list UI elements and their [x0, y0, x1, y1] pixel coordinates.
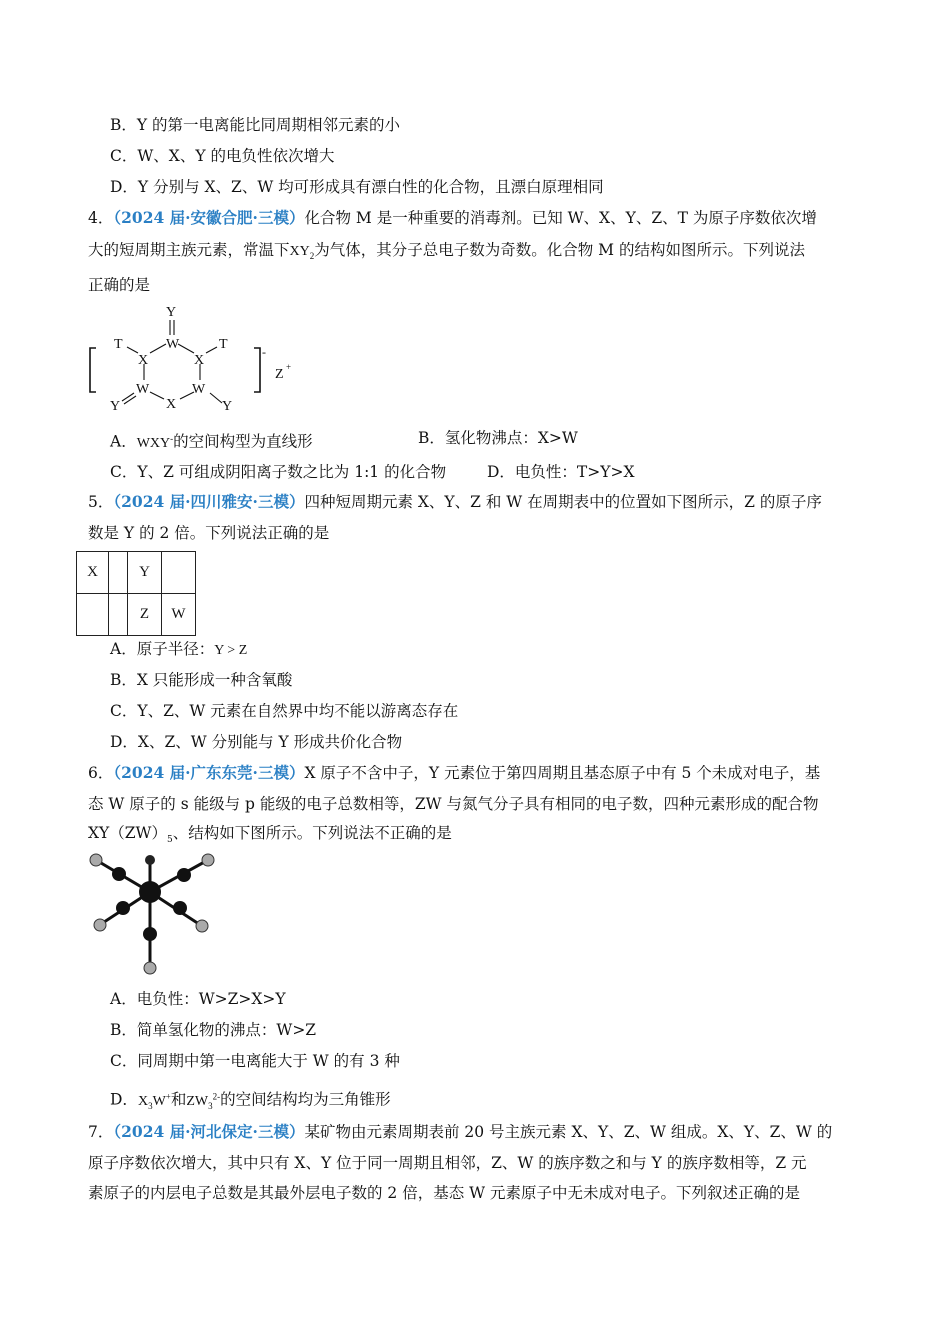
atom-x-left: X — [138, 353, 149, 368]
anion-charge: - — [262, 345, 266, 359]
q4-formula-xy2-base: XY — [289, 244, 310, 259]
q6-formula-zw3-sup: 2- — [212, 1091, 221, 1101]
q6-formula-complex: XY（ZW） — [88, 824, 167, 842]
atom-x-right: X — [194, 353, 205, 368]
table-cell — [162, 552, 196, 594]
q5-source: （2024 届·四川雅安·三模） — [113, 492, 305, 511]
q5-option-a — [110, 639, 247, 661]
ligand-atom — [94, 919, 106, 931]
ligand-atom — [196, 920, 208, 932]
q3-option-c: C．W、X、Y 的电负性依次增大 — [110, 147, 335, 165]
q6-formula-x3w-sub: 3 — [148, 1100, 153, 1111]
q5-periodic-table — [76, 551, 196, 636]
q4-stem-line3: 正确的是 — [88, 276, 151, 294]
q6-formula-zw3-sub: 3 — [208, 1100, 213, 1111]
q5-option-d: D．X、Z、W 分别能与 Y 形成共价化合物 — [110, 733, 403, 751]
table-row — [77, 594, 196, 636]
q5-option-c: C．Y、Z、W 元素在自然界中均不能以游离态存在 — [110, 702, 459, 720]
q4-stem-text2a: 大的短周期主族元素，常温下 — [88, 241, 290, 259]
q5-option-a-label: A．原子半径： — [110, 640, 215, 658]
q6-formula-complex-sub: 5 — [166, 835, 173, 846]
q6-stem-text3: 、结构如下图所示。下列说法不正确的是 — [172, 824, 452, 842]
q6-stem-line3 — [88, 823, 452, 850]
q5-stem-line2: 数是 Y 的 2 倍。下列说法正确的是 — [88, 524, 330, 542]
atom-w-right: W — [192, 382, 206, 397]
q4-stem-text2b: 为气体，其分子总电子数为奇数。化合物 M 的结构如图所示。下列说法 — [314, 241, 805, 259]
bracket-left — [90, 348, 96, 392]
atom-y-right: Y — [222, 399, 233, 414]
q7-stem-line1 — [88, 1122, 832, 1142]
q4-option-a — [110, 428, 313, 454]
ligand-atom — [145, 855, 155, 865]
q4-option-d: D．电负性：T>Y>X — [487, 463, 635, 481]
atom-t-right: T — [219, 337, 228, 352]
q4-stem-line2 — [88, 240, 805, 266]
table-cell: W — [162, 594, 196, 636]
q3-option-d: D．Y 分别与 X、Z、W 均可形成具有漂白性的化合物，且漂白原理相同 — [110, 178, 604, 196]
ligand-atom — [116, 901, 130, 915]
q6-option-c: C．同周期中第一电离能大于 W 的有 3 种 — [110, 1052, 400, 1070]
q4-stem-text1: 化合物 M 是一种重要的消毒剂。已知 W、X、Y、Z、T 为原子序数依次增 — [304, 209, 817, 227]
table-cell: Z — [128, 594, 162, 636]
q5-number: 5． — [88, 493, 114, 511]
ligand-atom — [144, 962, 156, 974]
table-row — [77, 552, 196, 594]
q6-formula-zw3 — [186, 1091, 221, 1111]
q6-stem-line2: 态 W 原子的 s 能级与 p 能级的电子总数相等，ZW 与氮气分子具有相同的电子数，四种元素形成的配合物 — [88, 795, 819, 813]
atom-t-left: T — [114, 337, 123, 352]
q4-formula-xy2 — [290, 244, 315, 259]
cation-charge: + — [286, 362, 292, 372]
atom-w-left: W — [136, 382, 150, 397]
q6-option-b: B．简单氢化物的沸点：W>Z — [110, 1021, 317, 1039]
q4-option-c: C．Y、Z 可组成阴阳离子数之比为 1:1 的化合物 — [110, 463, 447, 481]
ligand-atom — [177, 868, 191, 882]
q4-stem-line1 — [88, 208, 817, 228]
q4-formula-xy2-sub: 2 — [309, 250, 315, 261]
q6-formula-x3w — [137, 1091, 171, 1111]
ligand-atom — [90, 854, 102, 866]
q4-option-a-label: A． — [110, 432, 137, 451]
q7-stem-text1: 某矿物由元素周期表前 20 号主族元素 X、Y、Z、W 组成。X、Y、Z、W 的 — [304, 1123, 833, 1141]
q6-formula-x3w-w: W — [152, 1093, 166, 1109]
q6-number: 6． — [88, 764, 114, 782]
q6-option-d-and: 和 — [170, 1090, 187, 1109]
q7-stem-line2: 原子序数依次增大，其中只有 X、Y 位于同一周期且相邻，Z、W 的族序数之和与 Y 的族序数相等，Z 元 — [88, 1154, 807, 1172]
ligand-atom — [202, 854, 214, 866]
q6-formula-x3w-sup: + — [165, 1091, 171, 1101]
table-cell — [77, 594, 109, 636]
q4-option-b: B．氢化物沸点：X>W — [418, 429, 578, 447]
ligand-atom — [112, 867, 126, 881]
q4-number: 4． — [88, 209, 114, 227]
q6-option-a: A．电负性：W>Z>X>Y — [110, 990, 286, 1008]
q6-formula-zw3-base: ZW — [186, 1093, 209, 1109]
table-cell: Y — [128, 552, 162, 594]
ligand-atom — [143, 927, 157, 941]
q6-option-d-label: D． — [110, 1090, 138, 1109]
table-cell: X — [77, 552, 109, 594]
cation-z: Z — [275, 367, 284, 382]
q4-structure-diagram — [82, 300, 312, 415]
atom-x-bottom: X — [166, 397, 177, 412]
q4-formula-wxy-base: WXY — [136, 435, 171, 451]
q5-formula-radius: Y > Z — [214, 643, 248, 658]
q6-molecule-diagram — [84, 850, 224, 980]
q5-stem-line1 — [88, 492, 822, 512]
q4-formula-wxy — [136, 433, 174, 451]
atom-y-left: Y — [110, 399, 121, 414]
table-cell — [109, 594, 128, 636]
q4-source: （2024 届·安徽合肥·三模） — [113, 208, 305, 227]
q6-formula-x3w-x: X — [137, 1093, 149, 1109]
bracket-right — [254, 348, 260, 392]
q5-stem-text1: 四种短周期元素 X、Y、Z 和 W 在周期表中的位置如下图所示，Z 的原子序 — [304, 493, 822, 511]
q6-stem-line1 — [88, 763, 820, 783]
q5-option-b: B．X 只能形成一种含氧酸 — [110, 671, 293, 689]
q3-option-b: B．Y 的第一电离能比同周期相邻元素的小 — [110, 116, 401, 134]
q6-stem-text1: X 原子不含中子，Y 元素位于第四周期且基态原子中有 5 个未成对电子，基 — [304, 764, 821, 782]
q7-stem-line3: 素原子的内层电子总数是其最外层电子数的 2 倍，基态 W 元素原子中无未成对电子。下列叙述正确的是 — [88, 1184, 801, 1202]
atom-w-top: W — [166, 337, 180, 352]
q4-formula-wxy-sup: - — [170, 433, 174, 443]
q7-number: 7． — [88, 1123, 114, 1141]
ligand-atom — [173, 901, 187, 915]
q7-source: （2024 届·河北保定·三模） — [113, 1122, 305, 1141]
central-atom — [139, 881, 161, 903]
q6-option-d-text: 的空间结构均为三角锥形 — [220, 1090, 391, 1109]
q6-source: （2024 届·广东东莞·三模） — [113, 763, 305, 782]
q4-option-a-text: 的空间构型为直线形 — [173, 432, 313, 451]
q6-option-d — [110, 1086, 391, 1115]
atom-y-top: Y — [166, 305, 177, 320]
table-cell — [109, 552, 128, 594]
